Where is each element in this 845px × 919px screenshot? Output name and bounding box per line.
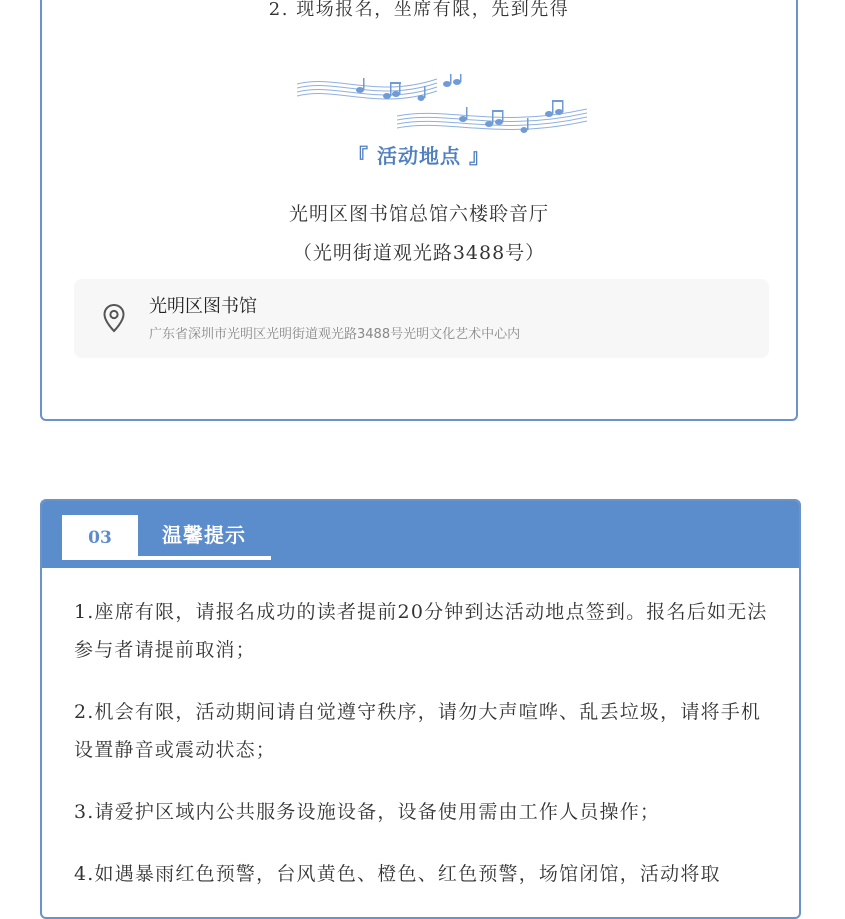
tip-item: 4.如遇暴雨红色预警，台风黄色、橙色、红色预警，场馆闭馆，活动将取 [74, 863, 721, 885]
venue-street: （光明街道观光路3488号） [292, 242, 546, 264]
tip-item: 2.机会有限，活动期间请自觉遵守秩序，请勿大声喧哗、乱丢垃圾，请将手机设置静音或震动状态； [74, 701, 762, 761]
tips-list [74, 593, 774, 917]
registration-item-2: 2. 现场报名，坐席有限，先到先得 [268, 0, 570, 20]
section-number-badge: 03 [62, 515, 138, 560]
tip-item: 1.座席有限，请报名成功的读者提前20分钟到达活动地点签到。报名后如无法参与者请提前取消； [74, 601, 768, 661]
event-info-card [40, 0, 798, 421]
location-pin-icon [102, 303, 126, 333]
music-notes-icon [297, 74, 587, 144]
location-name: 光明区图书馆 [149, 296, 257, 317]
tips-title: 温馨提示 [162, 523, 246, 547]
tips-card [40, 499, 801, 919]
location-address: 广东省深圳市光明区光明街道观光路3488号光明文化艺术中心内 [149, 327, 521, 342]
tips-header [42, 501, 799, 568]
title-underline [138, 556, 271, 560]
tip-item: 3.请爱护区域内公共服务设施设备，设备使用需由工作人员操作； [74, 801, 661, 823]
location-heading: 『 活动地点 』 [348, 144, 490, 168]
map-location-card[interactable] [74, 279, 769, 358]
venue-name: 光明区图书馆总馆六楼聆音厅 [288, 203, 549, 225]
